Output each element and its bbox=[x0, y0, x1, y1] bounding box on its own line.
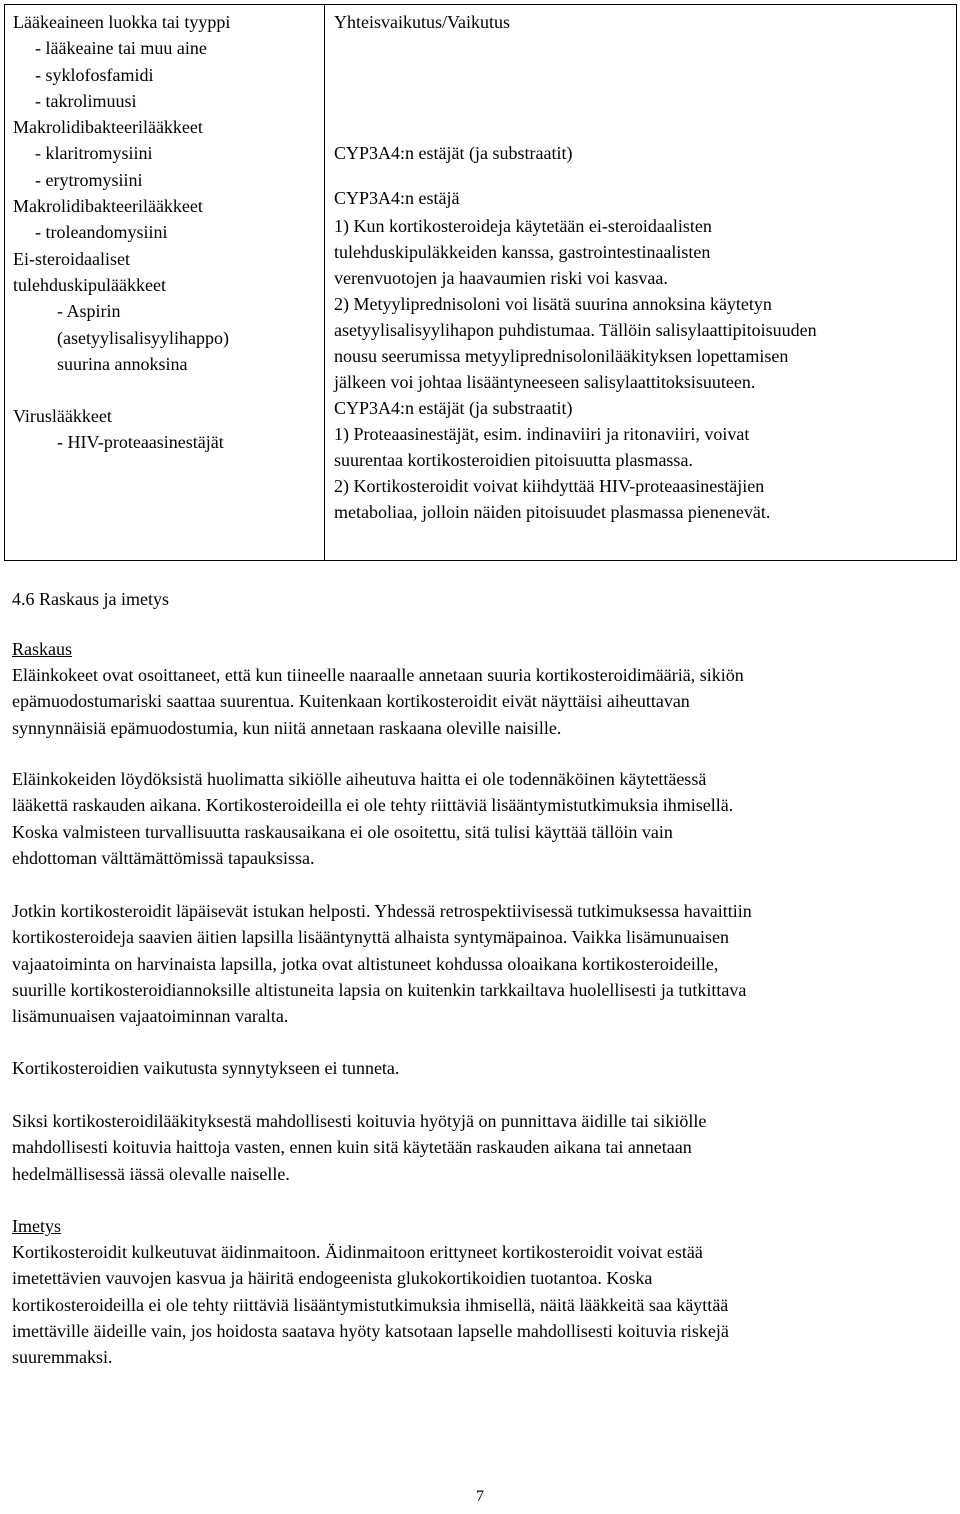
page-number: 7 bbox=[476, 1488, 484, 1505]
paragraph-line: kortikosteroideilla ei ole tehty riittäviä lisääntymistutkimuksia ihmisellä, näitä lääkkeitä saa käyttää bbox=[12, 1294, 729, 1315]
left-line: Makrolidibakteerilääkkeet bbox=[13, 196, 203, 217]
left-line: tulehduskipulääkkeet bbox=[13, 274, 166, 295]
left-line: - HIV-proteaasinestäjät bbox=[57, 432, 224, 453]
paragraph-line: Koska valmisteen turvallisuutta raskausaikana ei ole osoitettu, sitä tulisi käyttää tällöin vain bbox=[12, 821, 673, 842]
paragraph-line: epämuodostumariski saattaa suurentua. Kuitenkaan kortikosteroidit eivät näyttäisi aiheuttavan bbox=[12, 691, 690, 712]
paragraph-5 bbox=[12, 1108, 706, 1187]
left-line: suurina annoksina bbox=[57, 353, 188, 374]
paragraph-line: imetettävien vauvojen kasvua ja häiritä endogeenista glukokortikoidien tuotantoa. Koska bbox=[12, 1268, 653, 1289]
right-line: metaboliaa, jolloin näiden pitoisuudet plasmassa pienenevät. bbox=[334, 501, 771, 522]
paragraph-line: vajaatoiminta on harvinaista lapsilla, jotka ovat altistuneet kohdussa oloaikana kortikosteroideille, bbox=[12, 953, 719, 974]
right-line: suurentaa kortikosteroidien pitoisuutta plasmassa. bbox=[334, 449, 693, 470]
spacer bbox=[334, 35, 952, 140]
paragraph-line: Kortikosteroidit kulkeutuvat äidinmaitoon. Äidinmaitoon erittyneet kortikosteroidit voivat estää bbox=[12, 1242, 703, 1262]
left-line: - troleandomysiini bbox=[35, 222, 168, 243]
paragraph-line: Eläinkokeiden löydöksistä huolimatta sikiölle aiheutuva haitta ei ole todennäköinen käytettäessä bbox=[12, 769, 707, 789]
paragraph-6 bbox=[12, 1239, 729, 1370]
paragraph-line: Eläinkokeet ovat osoittaneet, että kun tiineelle naaraalle annetaan suuria kortikosteroidimääriä, sikiön bbox=[12, 665, 744, 685]
right-line: CYP3A4:n estäjät (ja substraatit) bbox=[334, 143, 573, 164]
table-left-column bbox=[13, 9, 319, 456]
interaction-table bbox=[4, 4, 957, 561]
paragraph-3 bbox=[12, 898, 752, 1029]
left-line: - erytromysiini bbox=[35, 169, 143, 190]
right-line: 1) Kun kortikosteroideja käytetään ei-steroidaalisten bbox=[334, 215, 712, 236]
right-line: jälkeen voi johtaa lisääntyneeseen salisylaattitoksisuuteen. bbox=[334, 371, 756, 392]
left-line: - takrolimuusi bbox=[35, 90, 137, 111]
paragraph-line: Kortikosteroidien vaikutusta synnytykseen ei tunneta. bbox=[12, 1058, 400, 1078]
table-right-column bbox=[334, 9, 952, 525]
paragraph-line: Jotkin kortikosteroidit läpäisevät istukan helposti. Yhdessä retrospektiivisessä tutkimuksessa havaittiin bbox=[12, 901, 752, 921]
paragraph-line: ehdottoman välttämättömissä tapauksissa. bbox=[12, 847, 315, 868]
table-divider bbox=[324, 5, 325, 560]
paragraph-4 bbox=[12, 1055, 399, 1081]
left-line: Makrolidibakteerilääkkeet bbox=[13, 117, 203, 138]
right-line: nousu seerumissa metyyliprednisolonilääkityksen lopettamisen bbox=[334, 345, 789, 366]
paragraph-line: lisämunuaisen vajaatoiminnan varalta. bbox=[12, 1006, 289, 1027]
left-line: - lääkeaine tai muu aine bbox=[35, 38, 207, 59]
paragraph-1 bbox=[12, 662, 744, 741]
paragraph-line: kortikosteroideja saavien äitien lapsilla lisääntynyttä alhaista syntymäpainoa. Vaikka lisämunuaisen bbox=[12, 927, 729, 948]
imetys-title: Imetys bbox=[12, 1216, 61, 1236]
paragraph-line: hedelmällisessä iässä olevalle naiselle. bbox=[12, 1163, 290, 1184]
table-header-right: Yhteisvaikutus/Vaikutus bbox=[334, 12, 510, 32]
table-header-left: Lääkeaineen luokka tai tyyppi bbox=[13, 12, 231, 32]
paragraph-line: Siksi kortikosteroidilääkityksestä mahdollisesti koituvia hyötyjä on punnittava äidille tai sikiölle bbox=[12, 1111, 707, 1131]
paragraph-line: suurille kortikosteroidiannoksille altistuneita lapsia on kuitenkin tarkkailtava huolellisesti ja tutkittava bbox=[12, 979, 747, 1000]
right-line: 1) Proteaasinestäjät, esim. indinaviiri ja ritonaviiri, voivat bbox=[334, 423, 750, 444]
left-line: - klaritromysiini bbox=[35, 143, 153, 164]
raskaus-title: Raskaus bbox=[12, 639, 72, 659]
left-line: (asetyylisalisyylihappo) bbox=[57, 327, 229, 348]
right-line: verenvuotojen ja haavaumien riski voi kasvaa. bbox=[334, 267, 668, 288]
right-line: 2) Kortikosteroidit voivat kiihdyttää HIV-proteaasinestäjien bbox=[334, 475, 765, 496]
paragraph-2 bbox=[12, 766, 733, 871]
paragraph-line: synnynnäisiä epämuodostumia, kun niitä annetaan raskaana oleville naisille. bbox=[12, 717, 562, 738]
right-line: 2) Metyyliprednisoloni voi lisätä suurina annoksina käytetyn bbox=[334, 293, 772, 314]
spacer bbox=[13, 377, 319, 403]
paragraph-line: mahdollisesti koituvia haittoja vasten, ennen kuin sitä käytetään raskauden aikana tai annetaan bbox=[12, 1137, 692, 1158]
left-line: Viruslääkkeet bbox=[13, 406, 112, 427]
right-line: CYP3A4:n estäjät (ja substraatit) bbox=[334, 397, 573, 418]
right-line: tulehduskipuläkkeiden kanssa, gastrointestinaalisten bbox=[334, 241, 711, 262]
left-line: - syklofosfamidi bbox=[35, 64, 154, 85]
paragraph-line: imettäville äideille vain, jos hoidosta saatava hyöty katsotaan lapselle mahdollisesti koituvia riskejä bbox=[12, 1320, 729, 1341]
left-line: Ei-steroidaaliset bbox=[13, 248, 130, 269]
right-line: asetyylisalisyylihapon puhdistumaa. Tällöin salisylaattipitoisuuden bbox=[334, 319, 817, 340]
section-heading: 4.6 Raskaus ja imetys bbox=[12, 589, 169, 609]
right-line: CYP3A4:n estäjä bbox=[334, 187, 460, 208]
paragraph-line: lääkettä raskauden aikana. Kortikosteroideilla ei ole tehty riittäviä lisääntymistutkimuksia ihmisellä. bbox=[12, 795, 734, 816]
left-line: - Aspirin bbox=[57, 301, 121, 322]
paragraph-line: suuremmaksi. bbox=[12, 1347, 113, 1368]
